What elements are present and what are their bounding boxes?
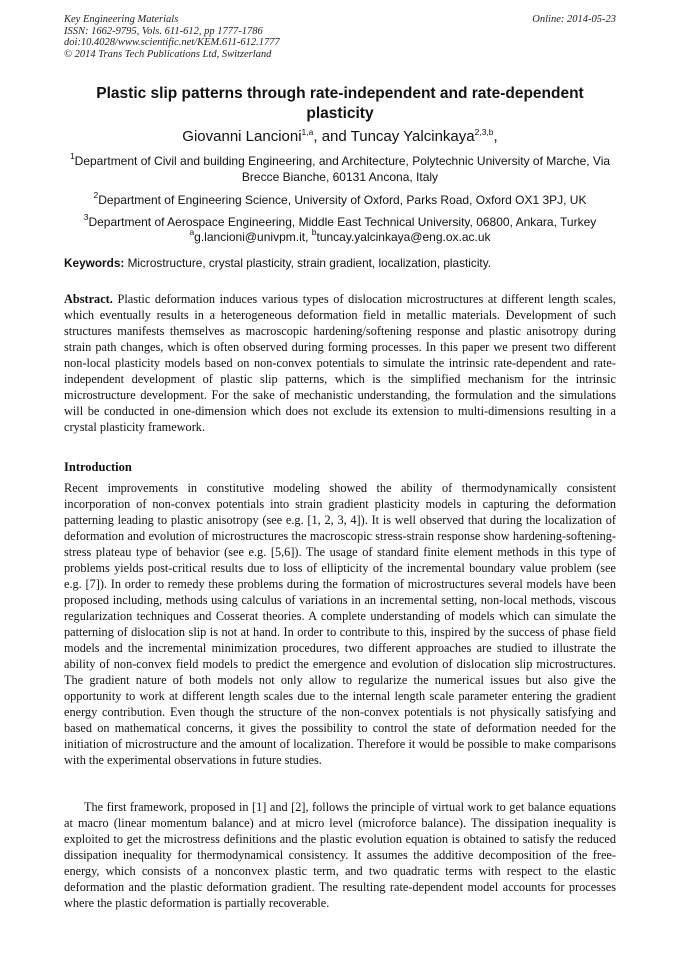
author-2-name: Tuncay Yalcinkaya: [350, 128, 475, 145]
journal-doi[interactable]: doi:10.4028/www.scientific.net/KEM.611-612.1777: [64, 37, 280, 48]
abstract-text: Plastic deformation induces various types of dislocation microstructures at different length scales, which eventually results in a heterogeneous deformation field in metallic materials. Development of such structures manifests themselves as macroscopic hardening/softening response and plastic anisotropy during strain path changes, which is often observed during forming processes. In this paper we present two different non-local plasticity models based on non-convex potentials to simulate the intrinsic rate-dependent and rate-independent development of plastic slip patterns, which is the simplified mechanism for the intrinsic microstructure development. For the sake of mechanistic understanding, the formulation and the simulations will be conducted in one-dimension which does not exclude its extension to multi-dimensions resulting in a crystal plasticity framework.: [64, 292, 616, 434]
keywords-line: [64, 256, 624, 271]
keywords-text: Microstructure, crystal plasticity, strain gradient, localization, plasticity.: [124, 256, 492, 270]
email-b-sup: b: [311, 227, 317, 237]
affiliation-1-sup: 1: [69, 151, 75, 161]
journal-name: Key Engineering Materials: [64, 14, 179, 25]
online-date: Online: 2014-05-23: [532, 14, 616, 25]
abstract-label: Abstract.: [64, 292, 113, 306]
affiliation-2-sup: 2: [93, 190, 99, 200]
journal-issn: ISSN: 1662-9795, Vols. 611-612, pp 1777-1786: [64, 25, 263, 37]
paper-title: Plastic slip patterns through rate-independent and rate-dependent plasticity: [96, 85, 584, 122]
journal-header: [64, 14, 616, 60]
abstract-paragraph: [64, 291, 616, 435]
email-a[interactable]: g.lancioni@univpm.it,: [194, 230, 312, 244]
email-a-sup: a: [189, 227, 195, 237]
affiliation-1-text: Department of Civil and building Engineering, and Architecture, Polytechnic University of Marche, Via Brecce Bianche, 60131 Ancona, Italy: [74, 154, 611, 184]
affiliation-1: [64, 153, 616, 185]
affiliation-3-sup: 3: [83, 212, 89, 222]
author-trail: ,: [493, 128, 498, 145]
author-line: [64, 128, 616, 146]
author-1-sup: 1,a: [301, 127, 314, 137]
affiliation-3-text: Department of Aerospace Engineering, Middle East Technical University, 06800, Ankara, Turkey: [88, 215, 597, 229]
affiliation-2: [64, 192, 616, 208]
intro-paragraph-2: The first framework, proposed in [1] and [2], follows the principle of virtual work to get balance equations at macro (linear momentum balance) and at micro level (microforce balance). The dissipation inequality is exploited to get the microstress definitions and the plastic evolution equation is obtained to satisfy the reduced dissipation inequality for thermodynamical consistency. It assumes the additive decomposition of the free-energy, which consists of a nonconvex plastic term, and two quadratic terms with respect to the elastic deformation and the plastic deformation gradient. The resulting rate-dependent model accounts for processes where the plastic deformation is partially recoverable.: [64, 800, 616, 910]
author-separator: , and: [313, 128, 351, 145]
author-1-name: Giovanni Lancioni: [182, 128, 302, 145]
journal-copyright: © 2014 Trans Tech Publications Ltd, Switzerland: [64, 48, 272, 60]
author-2-sup: 2,3,b: [474, 127, 494, 137]
author-emails: [64, 227, 616, 244]
intro-paragraph-1: Recent improvements in constitutive modeling showed the ability of thermodynamically consistent incorporation of non-convex potentials into strain gradient plasticity models in capturing the deformation patterning leading to plastic anisotropy (see e.g. [1, 2, 3, 4]). It is well observed that during the localization of deformation and evolution of microstructures the macroscopic stress-strain response show hardening-softening-stress plateau type of behavior (see e.g. [5,6]). The usage of standard finite element methods in this type of problems yields post-critical results due to loss of ellipticity of the incremental boundary value problem (see e.g. [7]). In order to remedy these problems during the formation of microstructures several models have been proposed including, methods using calculus of variations in an incremental setting, non-local methods, viscous regularization techniques and Cosserat theories. A complete understanding of models which can simulate the patterning of dislocation slip is not at hand. In order to contribute to this, inspired by the success of phase field models and the incremental minimization procedures, two different approaches are studied to illustrate the ability of non-convex field models to predict the emergence and evolution of dislocation slip microstructures. The gradient nature of both models not only allow to regularize the numerical issues but also give the opportunity to work at different length scales due to the internal length scale parameter entering the gradient energy contribution. Even though the structure of the non-convex potentials is not physically satisfying and based on mathematical concerns, it gives the possibility to control the state of deformation needed for the initiation of microstructure and the amount of localization. Therefore it would be possible to make comparisons with the experimental observations in future studies.: [64, 481, 616, 767]
section-heading-introduction: Introduction: [64, 460, 132, 474]
keywords-label: Keywords:: [64, 256, 125, 270]
email-b[interactable]: tuncay.yalcinkaya@eng.ox.ac.uk: [316, 230, 491, 244]
affiliation-2-text: Department of Engineering Science, University of Oxford, Parks Road, Oxford OX1 3PJ, UK: [98, 193, 587, 207]
affiliation-3: [64, 214, 616, 230]
